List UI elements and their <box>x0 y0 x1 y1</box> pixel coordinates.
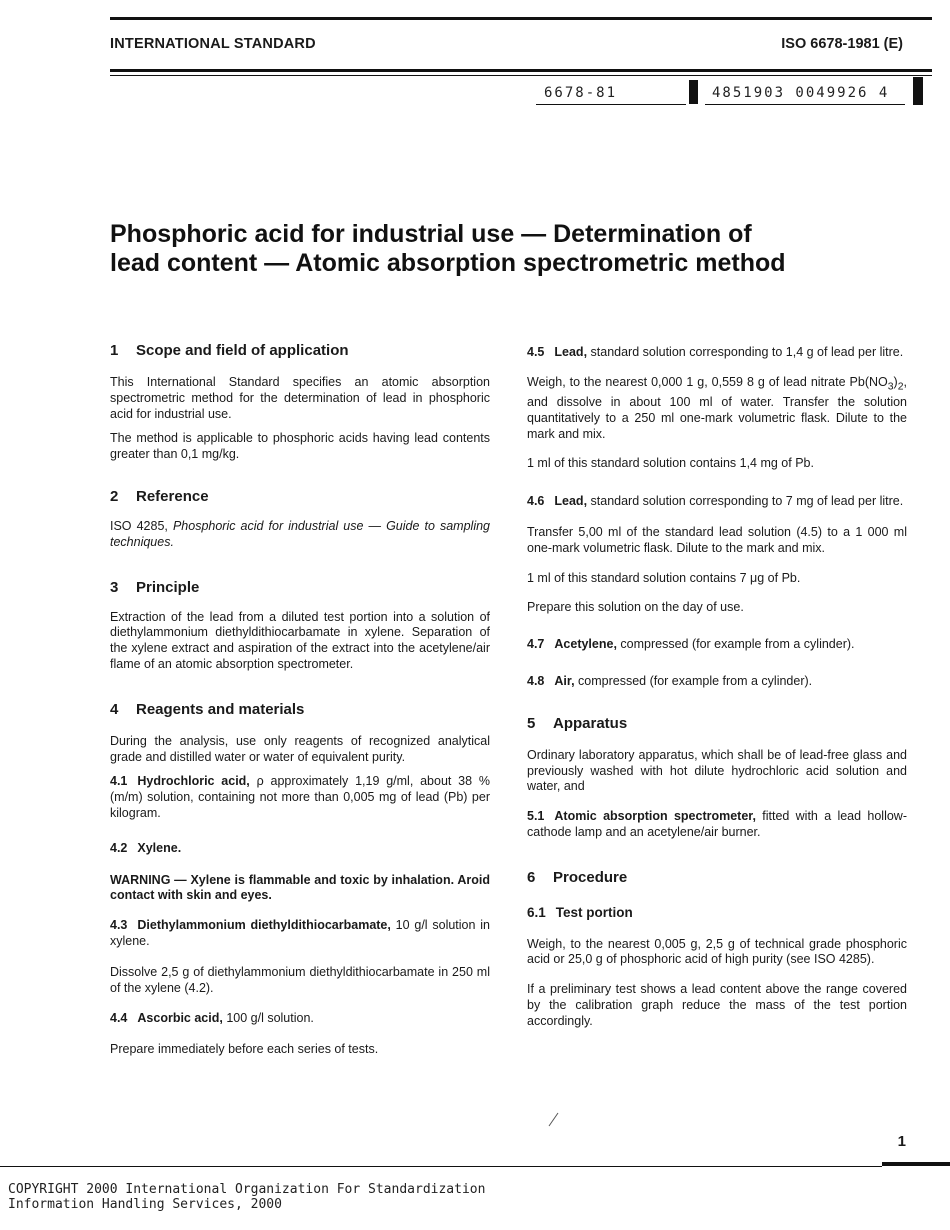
test-portion-paragraph-1: Weigh, to the nearest 0,005 g, 2,5 g of technical grade phosphoric acid or 25,0 g of phosphoric acid of high purity (see ISO 4285). <box>527 936 907 967</box>
clause-4-5-paragraph: Weigh, to the nearest 0,000 1 g, 0,559 8 g of lead nitrate $Pb(NO_3)_2$, and dissolve in about 100 ml of water. Transfer the solution quantitatively to a 250 ml one-mark volumetric flask. Dilute to the mark and mix. <box>527 374 907 441</box>
section-heading-scope: 1 Scope and field of application <box>110 342 349 359</box>
apparatus-paragraph: Ordinary laboratory apparatus, which shall be of lead-free glass and previously washed with hot dilute hydrochloric acid solution and water, and <box>527 747 907 794</box>
reference-paragraph: ISO 4285, Phosphoric acid for industrial use — Guide to sampling techniques. <box>110 518 490 549</box>
header-standard-label: INTERNATIONAL STANDARD <box>110 36 316 52</box>
page-number: 1 <box>897 1133 906 1150</box>
scope-paragraph-1: This International Standard specifies an atomic absorption spectrometric method for the determination of lead in phosphoric acid for industrial use. <box>110 375 490 421</box>
clause-4-8: 4.8 Air, compressed (for example from a cylinder). <box>527 674 813 689</box>
section-heading-reagents: 4 Reagents and materials <box>110 700 305 718</box>
clause-4-2: 4.2 Xylene. <box>110 840 182 855</box>
section-heading-apparatus: 5 Apparatus <box>527 714 628 732</box>
code-block-right <box>913 77 923 105</box>
clause-4-6-note: Prepare this solution on the day of use. <box>527 600 744 615</box>
code-underline-left <box>536 104 686 105</box>
catalog-code-left: 6678-81 <box>544 85 618 101</box>
clause-4-6-paragraph: Transfer 5,00 ml of the standard lead solution (4.5) to a 1 000 ml one-mark volumetric flask. Dilute to the mark and mix. <box>527 525 907 555</box>
clause-4-1: 4.1 Hydrochloric acid, ρ approximately 1,19 g/ml, about 38 % (m/m) solution, containing not more than 0,005 mg of lead (Pb) per kilogram. <box>110 774 491 820</box>
clause-5-1: 5.1 Atomic absorption spectrometer, fitted with a lead hollow-cathode lamp and an acetylene/air burner. <box>527 809 907 840</box>
clause-4-3: 4.3 Diethylammonium diethyldithiocarbamate, 10 g/l solution in xylene. <box>110 918 490 948</box>
scope-paragraph-2: The method is applicable to phosphoric acids having lead contents greater than 0,1 mg/kg. <box>110 431 490 462</box>
section-heading-reference: 2 Reference <box>110 487 209 505</box>
reagents-intro: During the analysis, use only reagents of recognized analytical grade and distilled water or water of equivalent purity. <box>110 733 490 764</box>
clause-4-7: 4.7 Acetylene, compressed (for example from a cylinder). <box>527 637 855 652</box>
footer-line-2: Information Handling Services, 2000 <box>8 1197 282 1212</box>
clause-6-1-heading: 6.1 Test portion <box>527 904 633 920</box>
right-column <box>527 341 907 1030</box>
test-portion-paragraph-2: If a preliminary test shows a lead content above the range covered by the calibration graph reduce the mass of the test portion accordingly. <box>527 982 907 1028</box>
catalog-code-right: 4851903 0049926 4 <box>712 85 890 101</box>
copyright-footer <box>8 1182 485 1212</box>
document-title <box>110 220 910 278</box>
section-heading-principle: 3 Principle <box>110 578 200 596</box>
clause-4-4-paragraph: Prepare immediately before each series of tests. <box>110 1042 379 1057</box>
clause-4-3-paragraph: Dissolve 2,5 g of diethylammonium diethyldithiocarbamate in 250 ml of the xylene (4.2). <box>110 964 490 995</box>
header-rule <box>110 69 932 72</box>
left-column <box>110 341 490 1058</box>
clause-4-6-concentration: 1 ml of this standard solution contains 7 μg of Pb. <box>527 570 801 585</box>
principle-paragraph: Extraction of the lead from a diluted test portion into a solution of diethylammonium diethyldithiocarbamate in xylene. Separation of the xylene extract and aspiration of the extract into the acetylene/air flame of an atomic absorption spectrometer. <box>110 609 490 671</box>
title-line-2: lead content — Atomic absorption spectrometric method <box>110 249 786 277</box>
header-rule-thin <box>110 75 932 76</box>
clause-4-5-concentration: 1 ml of this standard solution contains 1,4 mg of Pb. <box>527 456 814 471</box>
clause-4-5: 4.5 Lead, standard solution corresponding to 1,4 g of lead per litre. <box>527 345 904 359</box>
top-rule <box>110 17 932 20</box>
clause-4-4: 4.4 Ascorbic acid, 100 g/l solution. <box>110 1011 314 1026</box>
header-document-number: ISO 6678-1981 (E) <box>781 36 903 52</box>
clause-4-6: 4.6 Lead, standard solution corresponding to 7 mg of lead per litre. <box>527 494 904 509</box>
code-block-left <box>689 80 698 104</box>
title-line-1: Phosphoric acid for industrial use — Determination of <box>110 220 752 248</box>
xylene-warning: WARNING — Xylene is flammable and toxic by inhalation. Aroid contact with skin and eyes. <box>110 872 490 903</box>
bottom-rule-heavy <box>882 1162 950 1166</box>
footer-line-1: COPYRIGHT 2000 International Organization For Standardization <box>8 1182 486 1197</box>
section-heading-procedure: 6 Procedure <box>527 868 628 886</box>
bottom-rule <box>0 1166 882 1167</box>
code-underline-right <box>705 104 905 105</box>
pen-mark <box>546 1112 560 1128</box>
